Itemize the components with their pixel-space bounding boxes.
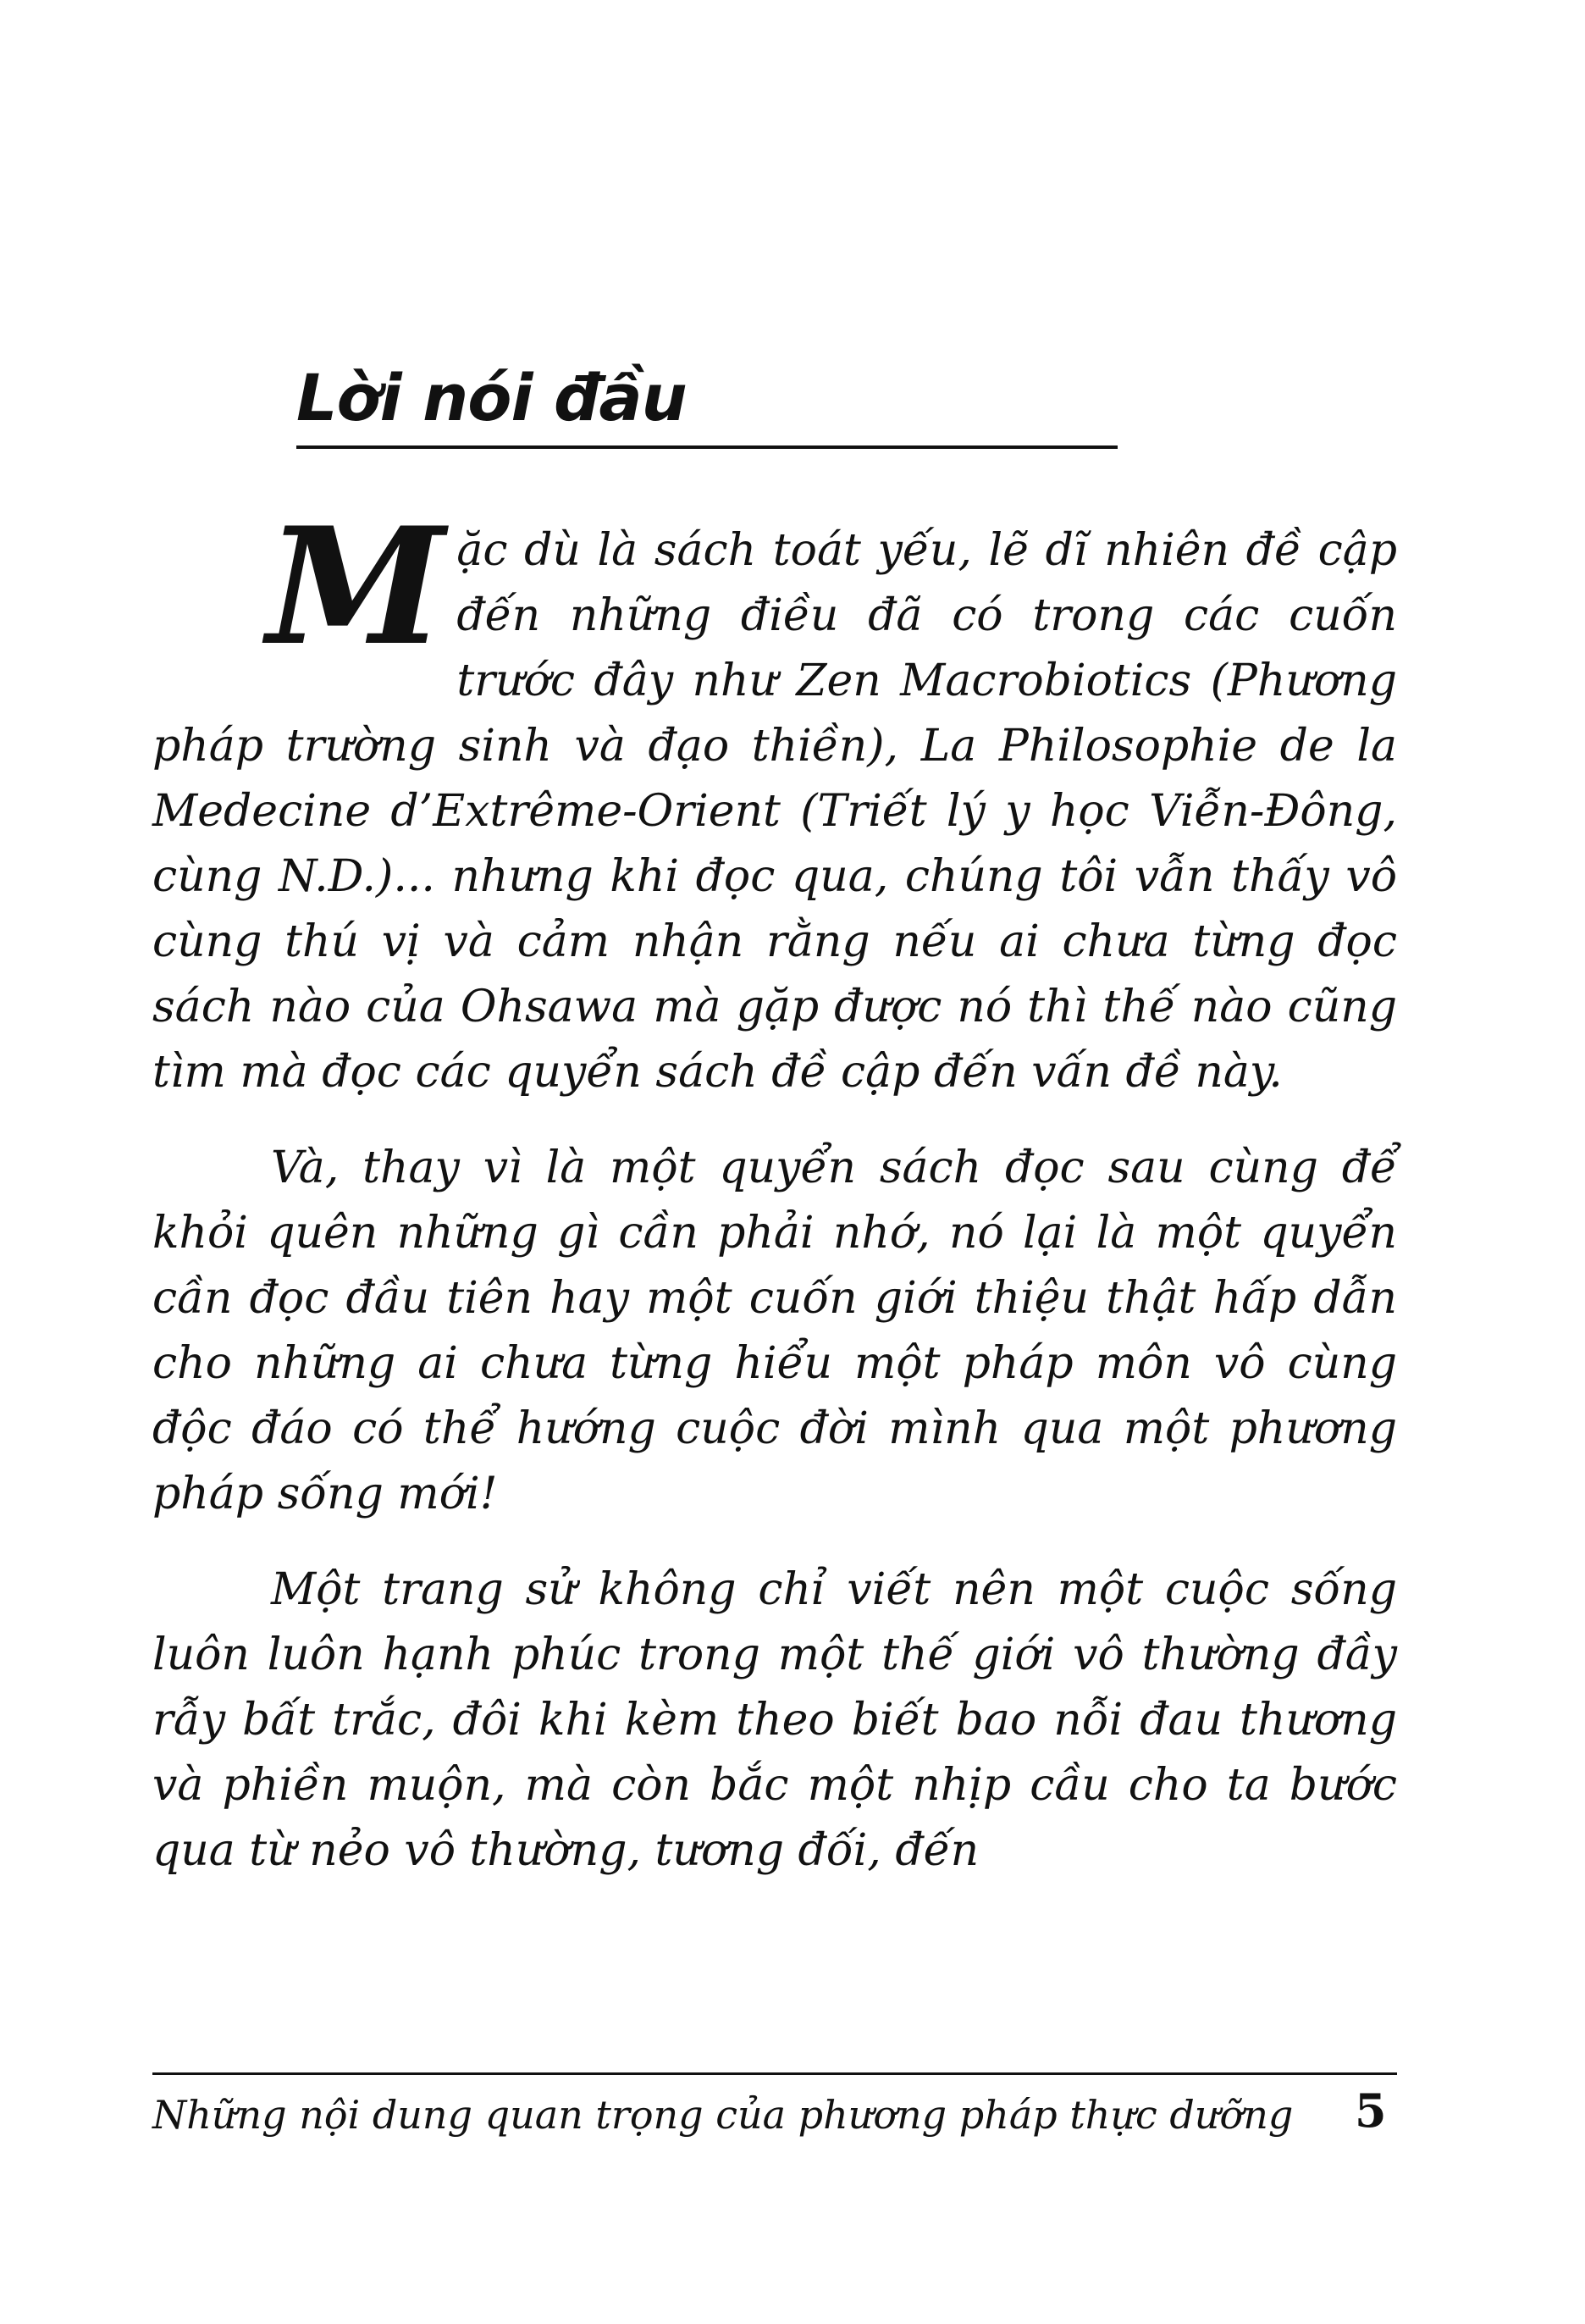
page-number: 5 bbox=[1355, 2083, 1387, 2138]
paragraph-2: Và, thay vì là một quyển sách đọc sau cùng để khỏi quên những gì cần phải nhớ, nó lại là một quyển cần đọc đầu tiên hay một cuốn giới thiệu thật hấp dẫn cho những ai chưa từng hiểu một pháp môn vô cùng độc đáo có thể hướng cuộc đời mình qua một phương pháp sống mới! bbox=[152, 1143, 1397, 1519]
footer-rule bbox=[152, 2072, 1397, 2075]
chapter-title: Lời nói đầu bbox=[296, 360, 687, 435]
title-underline bbox=[296, 445, 1118, 449]
paragraph-1 bbox=[152, 492, 1397, 1105]
body-text bbox=[152, 492, 1397, 1884]
paragraph-3: Một trang sử không chỉ viết nên một cuộc sống luôn luôn hạnh phúc trong một thế giới vô thường đầy rẫy bất trắc, đôi khi kèm theo biết bao nỗi đau thương và phiền muộn, mà còn bắc một nhịp cầu cho ta bước qua từ nẻo vô thường, tương đối, đến bbox=[152, 1564, 1397, 1876]
running-title: Những nội dung quan trọng của phương pháp thực dưỡng bbox=[152, 2092, 1294, 2138]
paragraph-1-text: ặc dù là sách toát yếu, lẽ dĩ nhiên đề cập đến những điều đã có trong các cuốn trước đây như Zen Macrobiotics (Phương pháp trường sinh và đạo thiền), La Philosophie de la Medecine d’Extrême-Orient (Triết lý y học Viễn-Đông, cùng N.D.)... nhưng khi đọc qua, chúng tôi vẫn thấy vô cùng thú vị và cảm nhận rằng nếu ai chưa từng đọc sách nào của Ohsawa mà gặp được nó thì thế nào cũng tìm mà đọc các quyển sách đề cập đến vấn đề này. bbox=[152, 525, 1397, 1098]
drop-cap: M bbox=[267, 492, 445, 681]
